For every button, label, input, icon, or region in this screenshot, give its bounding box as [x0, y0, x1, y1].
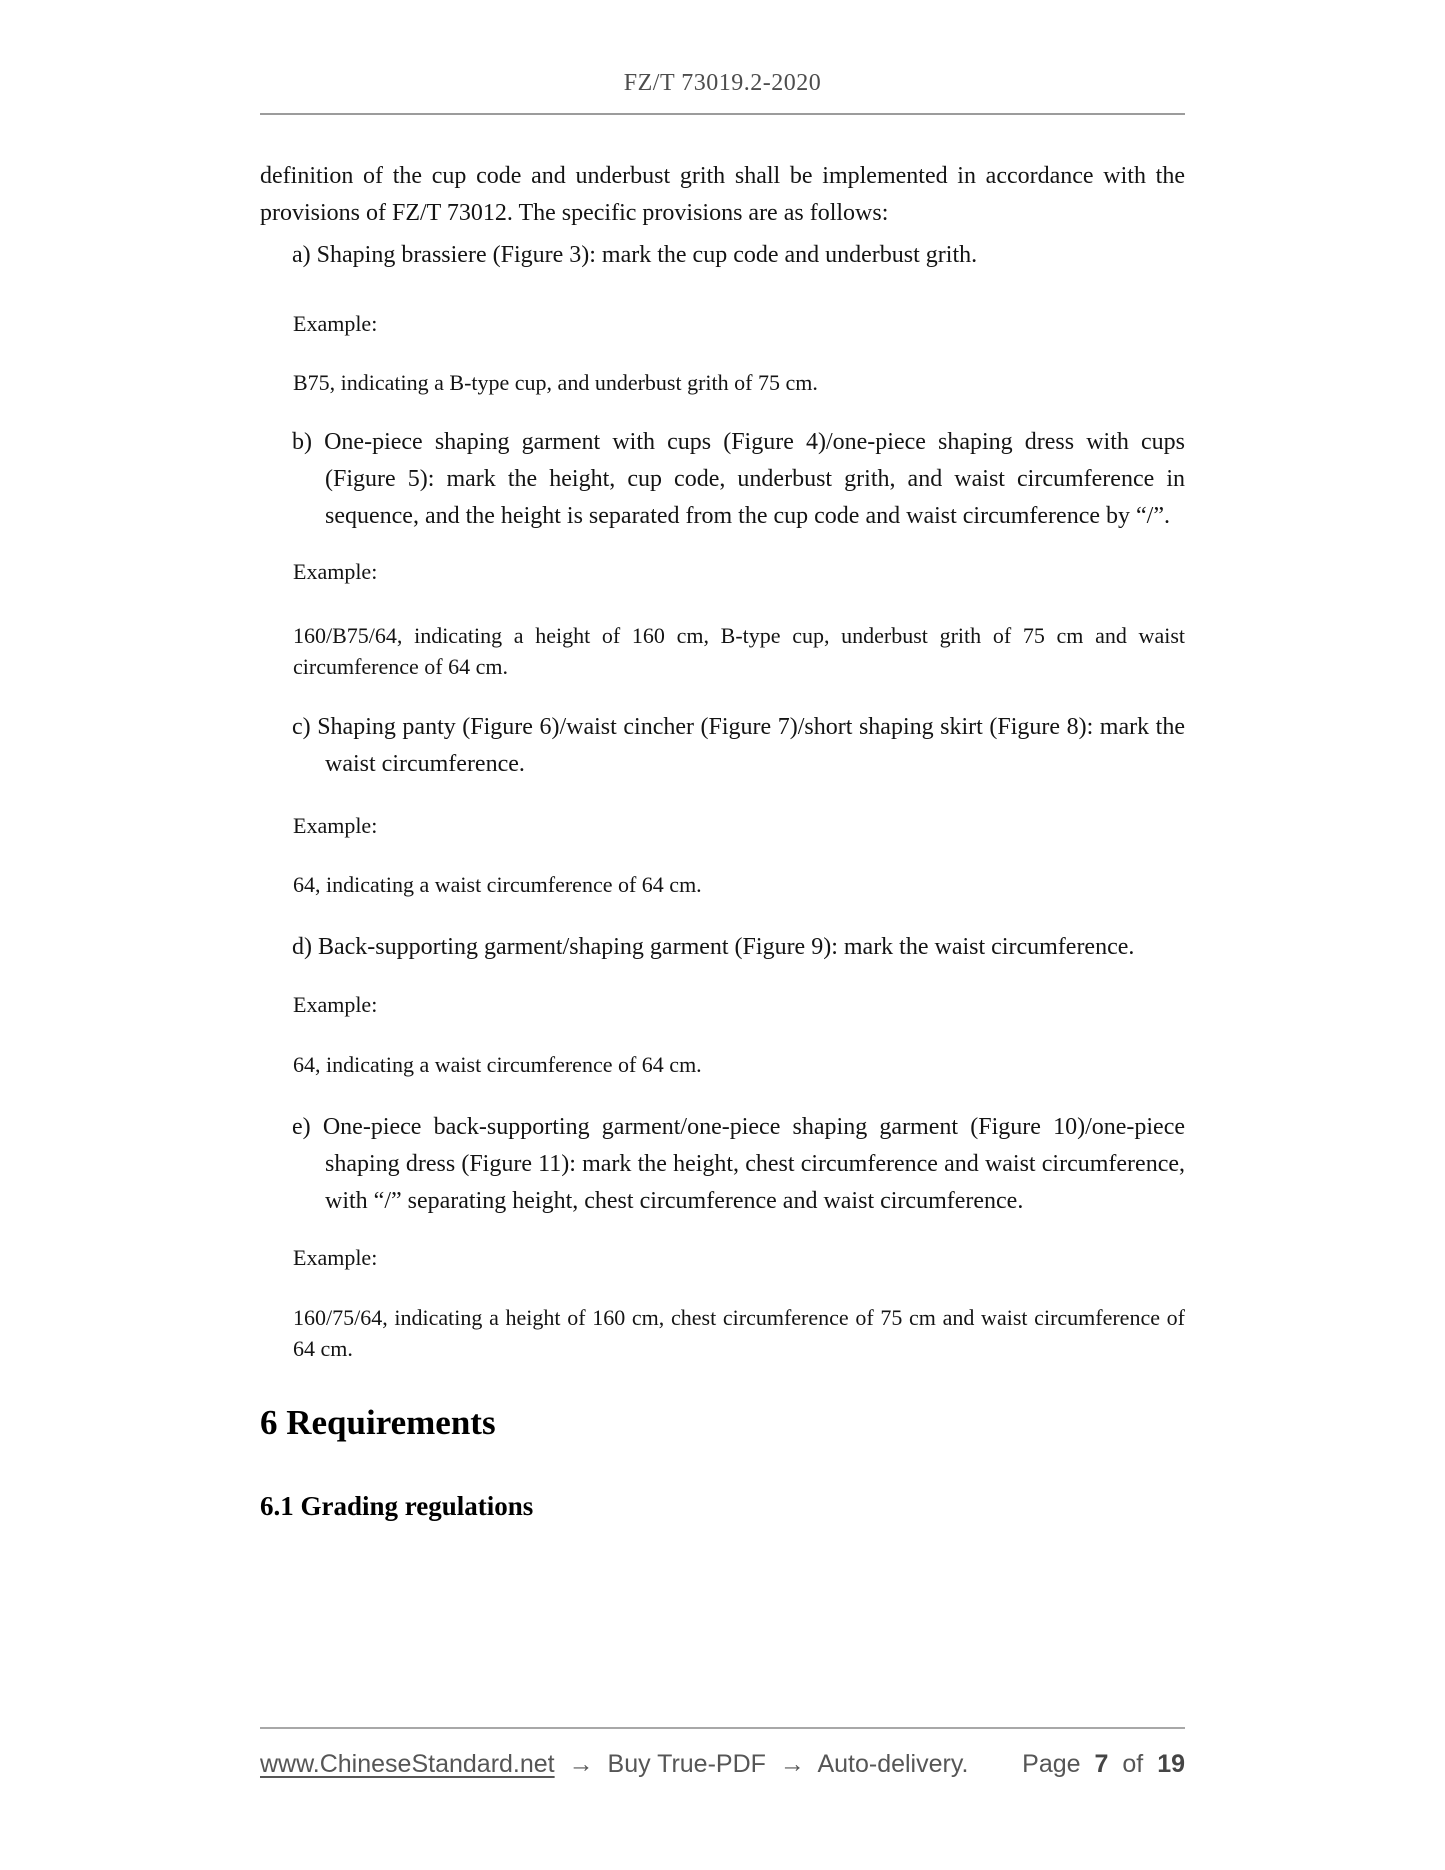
footer — [260, 1727, 1185, 1779]
page-label: Page — [1022, 1750, 1081, 1778]
page-content — [260, 0, 1185, 1523]
example-text: 64, indicating a waist circumference of 64 cm. — [293, 872, 702, 897]
section-heading: 6 Requirements — [260, 1403, 496, 1442]
document-code-header: FZ/T 73019.2-2020 — [623, 70, 822, 96]
example-label: Example: — [293, 559, 378, 584]
example-text: 160/B75/64, indicating a height of 160 cm, B-type cup, underbust grith of 75 cm and waist circumference of 64 cm. — [293, 623, 1185, 679]
list-item-d: d) Back-supporting garment/shaping garment (Figure 9): mark the waist circumference. — [292, 934, 1135, 960]
example-text: 160/75/64, indicating a height of 160 cm, chest circumference of 75 cm and waist circumference of 64 cm. — [293, 1305, 1185, 1361]
footer-buy-text: Buy True-PDF — [607, 1750, 766, 1778]
intro-paragraph: definition of the cup code and underbust grith shall be implemented in accordance with the provisions of FZ/T 73012. The specific provisions are as follows: — [260, 163, 1185, 226]
example-label: Example: — [293, 813, 378, 838]
example-label: Example: — [293, 311, 378, 336]
list-item-e: e) One-piece back-supporting garment/one-piece shaping garment (Figure 10)/one-piece shaping dress (Figure 11): mark the height, chest circumference and waist circumference, with “/” separating height, chest circumference and waist circumference. — [292, 1114, 1185, 1214]
example-label: Example: — [293, 1245, 378, 1270]
example-text: 64, indicating a waist circumference of 64 cm. — [293, 1052, 702, 1077]
page-of-label: of — [1122, 1750, 1144, 1778]
site-link[interactable]: www.ChineseStandard.net — [260, 1750, 555, 1778]
list-item-c: c) Shaping panty (Figure 6)/waist cincher (Figure 7)/short shaping skirt (Figure 8): mark the waist circumference. — [292, 714, 1185, 777]
list-item-b: b) One-piece shaping garment with cups (Figure 4)/one-piece shaping dress with cups (Figure 5): mark the height, cup code, underbust grith, and waist circumference in sequence, and the height is separated from the cup code and waist circumference by “/”. — [292, 429, 1185, 529]
arrow-right-icon: → — [568, 1750, 594, 1778]
footer-left — [260, 1749, 975, 1779]
page-current-number: 7 — [1094, 1750, 1109, 1778]
arrow-right-icon: → — [779, 1750, 805, 1778]
page-total-number: 19 — [1157, 1750, 1185, 1778]
example-text: B75, indicating a B-type cup, and underbust grith of 75 cm. — [293, 370, 818, 395]
list-item-a: a) Shaping brassiere (Figure 3): mark the cup code and underbust grith. — [292, 242, 978, 268]
example-label: Example: — [293, 992, 378, 1017]
subsection-heading: 6.1 Grading regulations — [260, 1491, 534, 1521]
footer-delivery-text: Auto-delivery. — [817, 1750, 969, 1778]
header-rule — [260, 113, 1185, 115]
page-indicator — [1015, 1749, 1185, 1779]
